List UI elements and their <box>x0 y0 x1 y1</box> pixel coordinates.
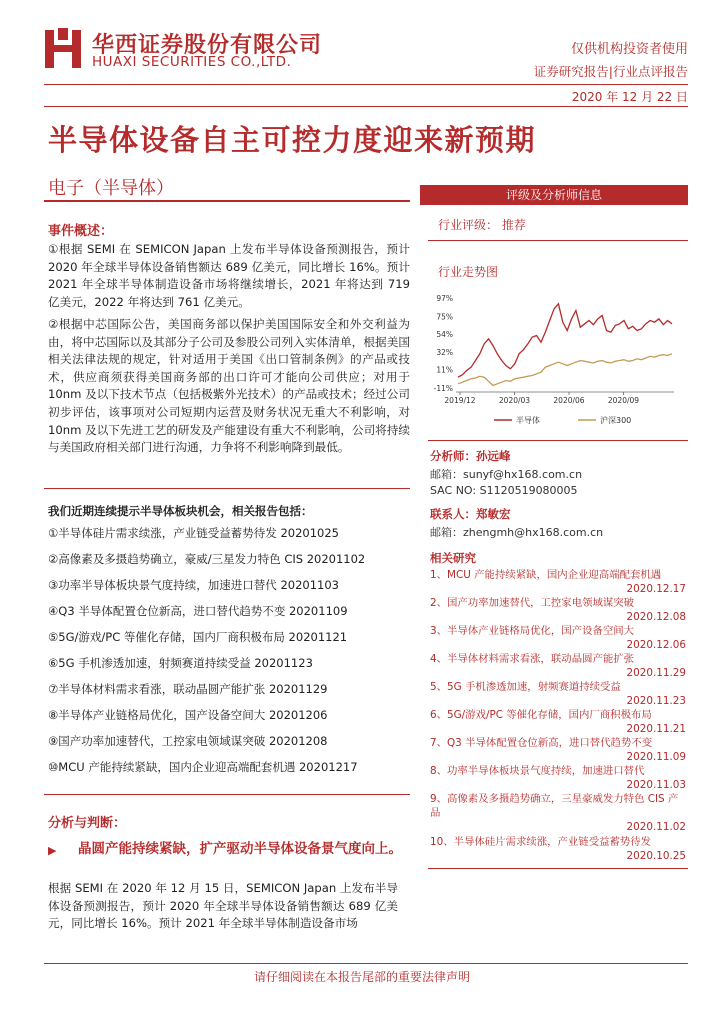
related-item[interactable]: 3、半导体产业链格局优化，国产设备空间大 <box>430 625 635 637</box>
sector-label: 电子（半导体） <box>48 178 174 199</box>
related-date: 2020.11.09 <box>626 751 686 763</box>
list-item: ⑧半导体产业链格局优化，国产设备空间大 20201206 <box>48 708 328 722</box>
y-tick-label: 11% <box>436 365 453 375</box>
section-divider <box>44 794 410 795</box>
report-title: 半导体设备自主可控力度迎来新预期 <box>48 123 537 157</box>
x-tick-label: 2020/09 <box>607 396 640 405</box>
analyst-sac: SAC NO: S1120519080005 <box>430 484 578 497</box>
related-item[interactable]: 9、高像素及多摄趋势确立，三星豪威发力特色 CIS 产品 <box>430 793 679 819</box>
section-divider <box>44 488 410 489</box>
company-name-en: HUAXI SECURITIES CO.,LTD. <box>92 54 292 70</box>
contact-email-link[interactable]: zhengmh@hx168.com.cn <box>463 526 604 539</box>
series-line-semiconductor <box>458 304 672 377</box>
related-item[interactable]: 1、MCU 产能持续紧缺，国内企业迎高端配套机遇 <box>430 569 662 581</box>
analysis-heading: 分析与判断： <box>48 816 127 831</box>
list-item: ⑨国产功率加速替代，工控家电领域谋突破 20201208 <box>48 734 328 748</box>
x-tick-label: 2019/12 <box>444 396 476 405</box>
related-date: 2020.11.03 <box>626 779 686 791</box>
related-item[interactable]: 10、半导体硅片需求续涨，产业链受益蓄势待发 <box>430 836 652 848</box>
report-type: 证券研究报告|行业点评报告 <box>533 64 688 79</box>
legend-label-csi300: 沪深300 <box>600 416 632 425</box>
contact-email: 邮箱：zhengmh@hx168.com.cn <box>430 526 604 539</box>
date-divider <box>44 106 688 107</box>
bullet-icon: ▶ <box>48 844 57 857</box>
event-paragraph-2: ②根据中芯国际公告，美国商务部以保护美国国际安全和外交利益为由，将中芯国际以及其部分子公司及参股公司列入实体清单，根据美国相关法律法规的规定，针对适用于美国《出口管制条例》的产品或技术，供应商须获得美国商务部的出口许可才能向公司供应；对用于 10nm 及以下技术节点（包括极紫外光技术）的产品或技术；经过公司初步评估，该事项对公司短期内运营及财务状况无重大不利影响，对 10nm 及以下先进工艺的研发及产能建设有重大不利影响，公司将持续与美国政府相关部门进行沟通，力争将不利影响降到最低。 <box>48 317 410 455</box>
analysis-subhead: 晶圆产能持续紧缺，扩产驱动半导体设备景气度向上。 <box>78 841 402 857</box>
rating-box-title: 评级及分析师信息 <box>420 185 688 205</box>
legend-label-semiconductor: 半导体 <box>516 416 540 425</box>
list-item: ⑩MCU 产能持续紧缺，国内企业迎高端配套机遇 20201217 <box>48 760 358 774</box>
related-date: 2020.11.23 <box>626 695 686 707</box>
trend-chart-title: 行业走势图 <box>438 265 499 279</box>
rating-label: 行业评级： <box>438 218 499 232</box>
y-tick-label: -11% <box>433 384 453 393</box>
related-date: 2020.11.02 <box>626 821 686 833</box>
footer-divider <box>44 963 688 964</box>
list-item: ⑦半导体材料需求看涨，联动晶圆产能扩张 20201129 <box>48 682 328 696</box>
list-item: ③功率半导体板块景气度持续，加速进口替代 20201103 <box>48 578 339 592</box>
y-tick-label: 32% <box>436 348 453 358</box>
analyst-email-link[interactable]: sunyf@hx168.com.cn <box>463 468 583 481</box>
legal-notice: 请仔细阅读在本报告尾部的重要法律声明 <box>253 970 470 984</box>
event-paragraph-1: ①根据 SEMI 在 SEMICON Japan 上发布半导体设备预测报告，预计 2020 年全球半导体设备销售额达 689 亿美元，同比增长 16%。预计 2021 年全球半导体制造设备市场将继续增长，2021 年将达到 719 亿美元，2022 年将达到 761 亿美元。 <box>48 242 410 309</box>
analyst-title: 分析师：孙远峰 <box>430 449 511 463</box>
analyst-email: 邮箱：sunyf@hx168.com.cn <box>430 468 583 481</box>
related-date: 2020.12.08 <box>626 611 686 623</box>
related-item[interactable]: 7、Q3 半导体配置仓位新高，进口替代趋势不变 <box>430 737 653 749</box>
x-tick-label: 2020/06 <box>553 396 585 405</box>
sector-underline <box>44 200 410 202</box>
sidebar-bottom-divider <box>428 868 688 869</box>
report-date: 2020 年 12 月 22 日 <box>571 90 688 104</box>
related-item[interactable]: 4、半导体材料需求看涨，联动晶圆产能扩张 <box>430 653 635 665</box>
contact-title: 联系人：郑敏宏 <box>430 507 511 521</box>
related-research-title: 相关研究 <box>430 551 476 565</box>
related-date: 2020.12.06 <box>626 639 686 651</box>
related-item[interactable]: 5、5G 手机渗透加速，射频赛道持续受益 <box>430 681 621 693</box>
related-item[interactable]: 6、5G/游戏/PC 等催化存储，国内厂商积极布局 <box>430 709 652 721</box>
related-item[interactable]: 8、功率半导体板块景气度持续，加速进口替代 <box>430 765 645 777</box>
header-divider <box>44 84 688 85</box>
opportunity-heading: 我们近期连续提示半导体板块机会，相关报告包括： <box>48 504 313 518</box>
related-date: 2020.11.21 <box>626 723 686 735</box>
list-item: ①半导体硅片需求续涨，产业链受益蓄势待发 20201025 <box>48 526 339 540</box>
related-date: 2020.10.25 <box>626 850 686 862</box>
chart-divider <box>428 440 688 441</box>
related-date: 2020.12.17 <box>626 583 686 595</box>
event-heading: 事件概述： <box>48 224 114 239</box>
list-item: ②高像素及多摄趋势确立，豪威/三星发力特色 CIS 20201102 <box>48 552 366 566</box>
list-item: ⑤5G/游戏/PC 等催化存储，国内厂商积极布局 20201121 <box>48 630 348 644</box>
audience-note: 仅供机构投资者使用 <box>570 42 688 57</box>
analyst-name: 孙远峰 <box>476 449 511 463</box>
rating-divider <box>428 240 688 241</box>
series-line-csi300 <box>458 354 672 386</box>
contact-name: 郑敏宏 <box>476 507 511 521</box>
related-date: 2020.11.29 <box>626 667 686 679</box>
trend-chart <box>428 288 690 434</box>
company-name-cn: 华西证券股份有限公司 <box>92 33 323 58</box>
company-logo-icon <box>44 28 82 70</box>
y-tick-label: 75% <box>436 312 453 322</box>
x-tick-label: 2020/03 <box>498 396 531 405</box>
related-item[interactable]: 2、国产功率加速替代，工控家电领域谋突破 <box>430 597 635 609</box>
industry-rating <box>438 216 526 233</box>
y-tick-label: 97% <box>436 294 453 303</box>
rating-value: 推荐 <box>501 218 526 232</box>
list-item: ④Q3 半导体配置仓位新高，进口替代趋势不变 20201109 <box>48 604 348 618</box>
y-tick-label: 54% <box>436 329 453 339</box>
analysis-body: 根据 SEMI 在 2020 年 12 月 15 日，SEMICON Japan 上发布半导体设备预测报告，预计 2020 年全球半导体设备销售额达 689 亿美元，同比增长 16%。预计 2021 年全球半导体制造设备市场 <box>48 881 398 931</box>
list-item: ⑥5G 手机渗透加速，射频赛道持续受益 20201123 <box>48 656 313 670</box>
